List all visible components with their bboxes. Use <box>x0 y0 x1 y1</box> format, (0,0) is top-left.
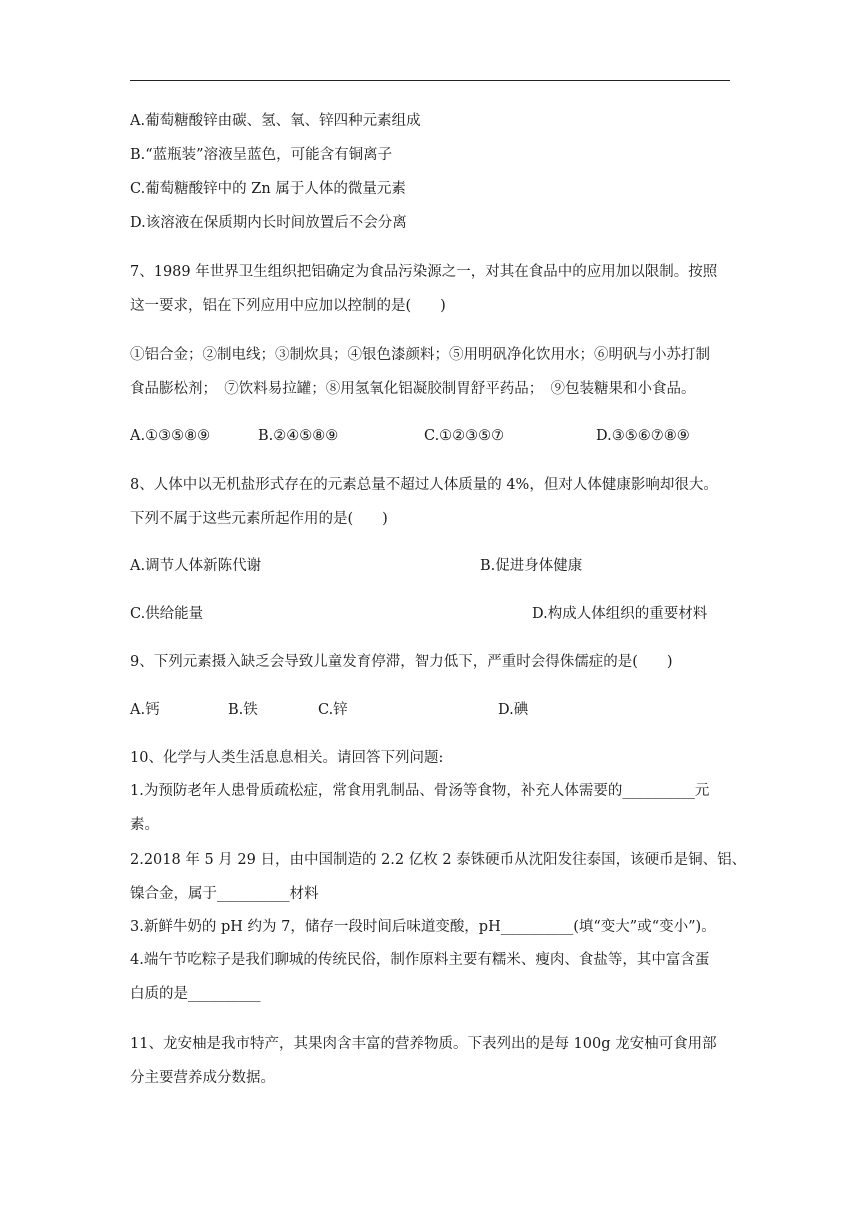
q10-line-4: 镍合金，属于__________材料 <box>130 886 319 902</box>
q7-stem-line-2: 这一要求，铝在下列应用中应加以控制的是( ) <box>130 298 446 314</box>
q8-option-d: D.构成人体组织的重要材料 <box>532 606 708 622</box>
q11-stem-line-1: 11、龙安柚是我市特产，其果肉含丰富的营养物质。下表列出的是每 100g 龙安柚可食用部 <box>130 1036 717 1052</box>
q9-option-a: A.钙 <box>130 702 160 718</box>
q7-option-b: B.②④⑤⑧⑨ <box>258 428 339 444</box>
header-rule <box>130 80 730 81</box>
q9-option-c: C.锌 <box>318 702 348 718</box>
q7-items-line-2: 食品膨松剂； ⑦饮料易拉罐；⑧用氢氧化铝凝胶制胃舒平药品； ⑨包装糖果和小食品。 <box>130 381 696 397</box>
q6-option-c: C.葡萄糖酸锌中的 Zn 属于人体的微量元素 <box>130 181 406 197</box>
q7-items-line-1: ①铝合金；②制电线；③制炊具；④银色漆颜料；⑤用明矾净化饮用水；⑥明矾与小苏打制 <box>130 347 710 363</box>
q8-option-a: A.调节人体新陈代谢 <box>130 558 262 574</box>
q6-option-d: D.该溶液在保质期内长时间放置后不会分离 <box>130 215 407 231</box>
q11-stem-line-2: 分主要营养成分数据。 <box>130 1070 275 1086</box>
q9-stem: 9、下列元素摄入缺乏会导致儿童发育停滞，智力低下，严重时会得侏儒症的是( ) <box>130 654 673 670</box>
q8-option-b: B.促进身体健康 <box>480 558 583 574</box>
q9-option-d: D.碘 <box>498 702 529 718</box>
q10-line-3: 2.2018 年 5 月 29 日，由中国制造的 2.2 亿枚 2 泰铢硬币从沈阳发往泰国，该硬币是铜、铝、 <box>130 852 747 868</box>
q6-option-a: A.葡萄糖酸锌由碳、氢、氧、锌四种元素组成 <box>130 113 421 129</box>
q8-stem-line-2: 下列不属于这些元素所起作用的是( ) <box>130 511 388 527</box>
q10-line-1: 1.为预防老年人患骨质疏松症，常食用乳制品、骨汤等食物，补充人体需要的__________元 <box>130 783 710 799</box>
q6-option-b: B.“蓝瓶装”溶液呈蓝色，可能含有铜离子 <box>130 147 393 163</box>
q7-option-c: C.①②③⑤⑦ <box>424 428 505 444</box>
q9-option-b: B.铁 <box>228 702 258 718</box>
q8-stem-line-1: 8、人体中以无机盐形式存在的元素总量不超过人体质量的 4%，但对人体健康影响却很大。 <box>130 477 718 493</box>
q10-line-7: 白质的是__________ <box>130 986 261 1002</box>
q10-stem: 10、化学与人类生活息息相关。请回答下列问题: <box>130 750 444 766</box>
q7-option-d: D.③⑤⑥⑦⑧⑨ <box>596 428 690 444</box>
q10-line-2: 素。 <box>130 817 159 833</box>
q7-stem-line-1: 7、1989 年世界卫生组织把铝确定为食品污染源之一，对其在食品中的应用加以限制。按照 <box>130 264 718 280</box>
q10-line-5: 3.新鲜牛奶的 pH 约为 7，储存一段时间后味道变酸，pH__________(填“变大”或“变小”)。 <box>130 919 716 935</box>
q8-option-c: C.供给能量 <box>130 606 204 622</box>
q10-line-6: 4.端午节吃粽子是我们聊城的传统民俗，制作原料主要有糯米、瘦肉、食盐等，其中富含蛋 <box>130 952 710 968</box>
q7-option-a: A.①③⑤⑧⑨ <box>130 428 211 444</box>
